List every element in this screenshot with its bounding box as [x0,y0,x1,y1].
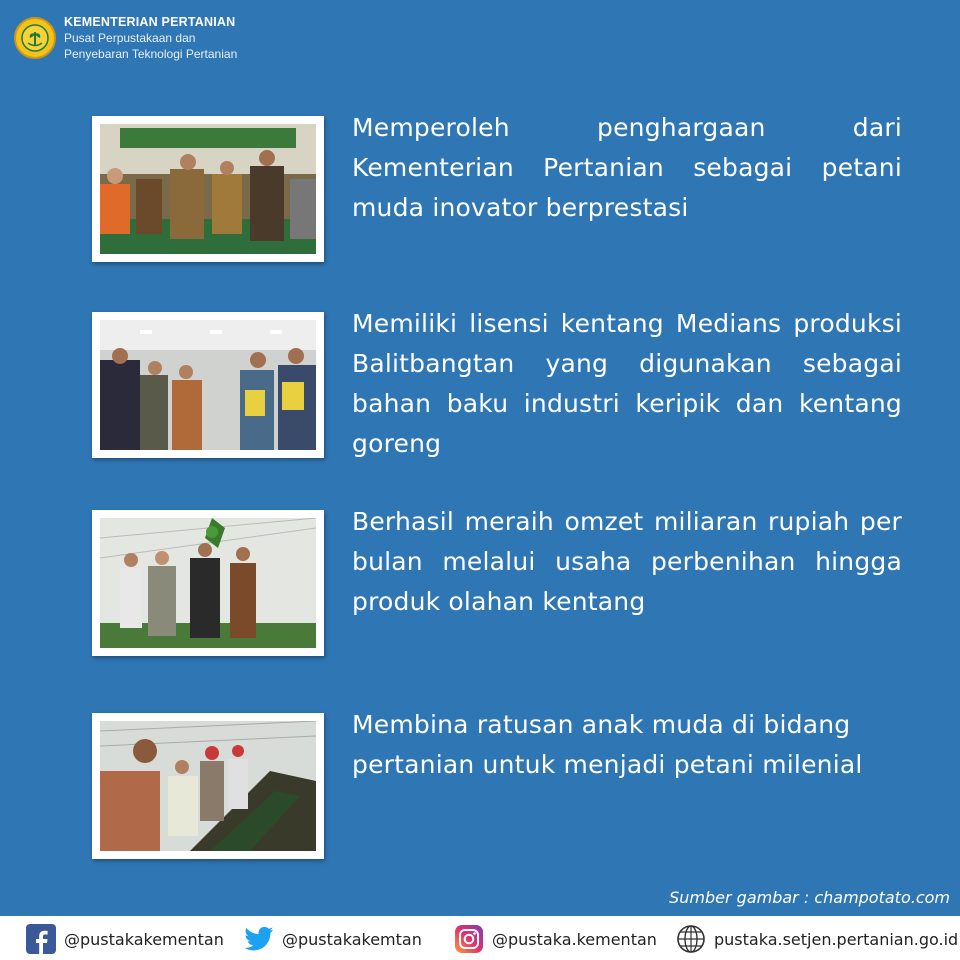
ministry-logo [14,17,56,59]
twitter-handle: @pustakakemtan [282,929,422,949]
greenhouse-photo [92,510,324,656]
unit-line-2: Penyebaran Teknologi Pertanian [64,47,238,61]
facebook-link[interactable] [26,924,224,954]
source-credit: Sumber gambar : champotato.com [669,888,950,907]
header [14,14,237,62]
footer [0,916,960,960]
achievement-text: Membina ratusan anak muda di bidang pertanian untuk menjadi petani milenial [352,710,863,779]
instagram-link[interactable] [454,924,657,954]
twitter-icon [244,924,274,954]
instagram-handle: @pustaka.kementan [492,929,657,949]
achievement-text: Berhasil meraih omzet miliaran rupiah per bulan melalui usaha perbenihan hingga produk olahan kentang [352,507,902,616]
facebook-icon [26,924,56,954]
website-link[interactable] [676,924,958,954]
org-name: KEMENTERIAN PERTANIAN [64,15,236,29]
training-photo [92,713,324,859]
website-url: pustaka.setjen.pertanian.go.id [714,929,959,949]
globe-icon [676,924,706,954]
twitter-link[interactable] [244,924,422,954]
achievement-text: Memperoleh penghargaan dari Kementerian Pertanian sebagai petani muda inovator berprestasi [352,113,902,222]
unit-line-1: Pusat Perpustakaan dan [64,31,196,45]
achievement-item [92,710,907,863]
license-photo [92,312,324,458]
achievement-text: Memiliki lisensi kentang Medians produksi Balitbangtan yang digunakan sebagai bahan baku industri keripik dan kentang goreng [352,309,902,458]
instagram-icon [454,924,484,954]
achievement-item [92,309,907,462]
achievement-item [92,507,907,660]
achievement-item [92,113,907,266]
award-photo [92,116,324,262]
facebook-handle: @pustakakementan [64,929,224,949]
